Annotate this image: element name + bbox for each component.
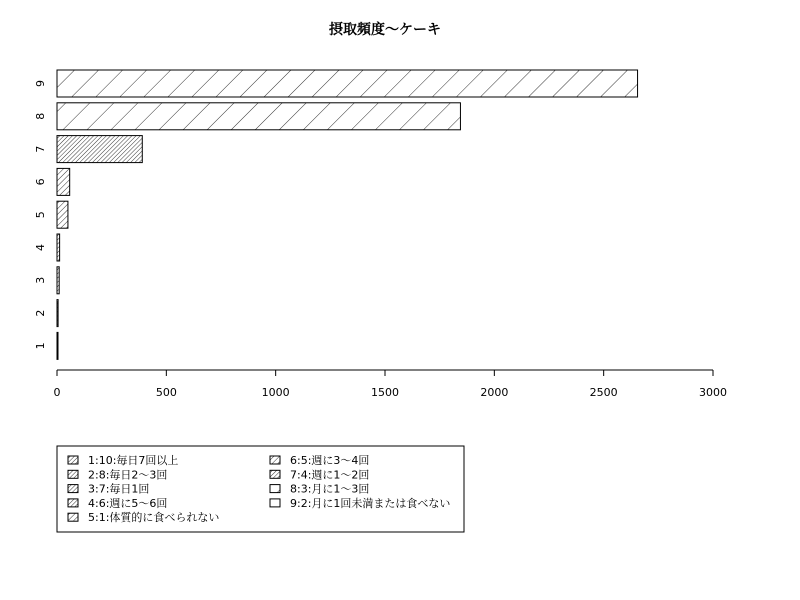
bar-9 <box>57 70 638 97</box>
x-tick-label: 1000 <box>261 386 290 399</box>
x-tick-label: 3000 <box>699 386 727 399</box>
x-tick-label: 0 <box>53 386 61 399</box>
y-tick-label: 7 <box>33 145 47 153</box>
legend-key <box>270 499 280 507</box>
legend-key <box>68 513 78 521</box>
legend <box>57 446 464 532</box>
y-tick-label: 5 <box>33 211 47 219</box>
x-tick-label: 500 <box>155 386 177 399</box>
bar-5 <box>57 201 68 228</box>
bar-7 <box>57 136 142 163</box>
y-tick-label: 1 <box>33 342 47 350</box>
legend-item-label: 3:7:毎日1回 <box>88 482 150 496</box>
legend-key <box>270 456 280 464</box>
y-axis <box>34 80 47 349</box>
legend-item-label: 6:5:週に3～4回 <box>290 454 370 467</box>
y-tick-label: 6 <box>33 178 47 186</box>
bar-4 <box>57 234 60 261</box>
legend-item-label: 5:1:体質的に食べられない <box>88 511 220 525</box>
y-tick-label: 3 <box>33 276 47 284</box>
legend-item-label: 7:4:週に1～2回 <box>290 468 370 482</box>
bar-8 <box>57 103 460 130</box>
legend-key <box>270 485 280 493</box>
legend-key <box>68 485 78 493</box>
legend-item-label: 8:3:月に1～3回 <box>290 482 370 496</box>
bar-6 <box>57 168 70 195</box>
legend-item-label: 9:2:月に1回未満または食べない <box>290 496 451 510</box>
y-tick-label: 8 <box>33 112 47 120</box>
x-tick-label: 2500 <box>589 386 618 399</box>
bar-3 <box>57 267 59 294</box>
chart-title: 摂取頻度～ケーキ <box>329 22 441 38</box>
legend-key <box>68 470 78 478</box>
y-tick-label: 4 <box>33 244 47 251</box>
legend-item-label: 1:10:毎日7回以上 <box>88 454 179 467</box>
bars <box>57 70 638 359</box>
x-axis <box>54 370 728 399</box>
legend-item-label: 4:6:週に5～6回 <box>88 496 168 510</box>
x-tick-label: 2000 <box>480 386 509 399</box>
bar-2 <box>57 300 58 327</box>
x-tick-label: 1500 <box>371 386 399 399</box>
bar-1 <box>57 332 58 359</box>
y-tick-label: 2 <box>33 309 47 317</box>
y-tick-label: 9 <box>33 80 47 87</box>
legend-item-label: 2:8:毎日2～3回 <box>88 468 168 482</box>
legend-key <box>68 499 78 507</box>
legend-key <box>68 456 78 464</box>
legend-key <box>270 470 280 478</box>
